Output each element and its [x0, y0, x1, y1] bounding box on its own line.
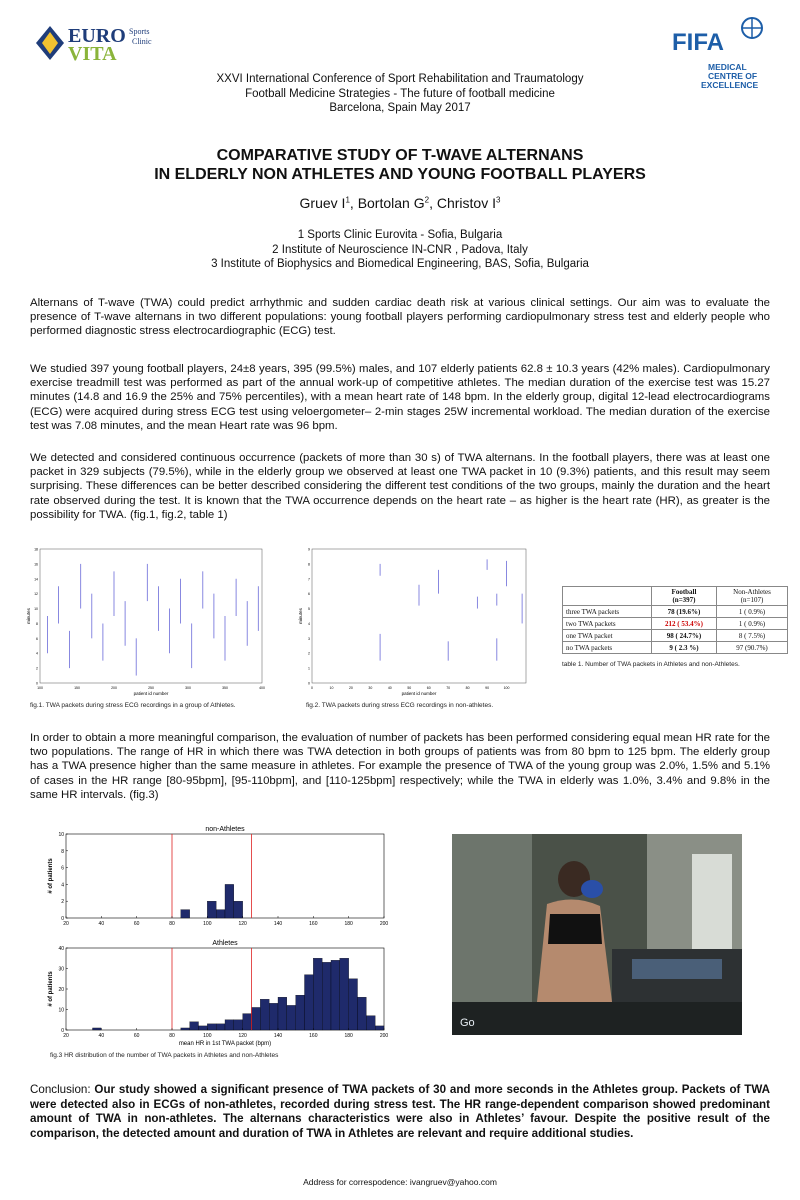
logo-clinic-text: Clinic [132, 37, 152, 46]
y-tick-label: 6 [36, 636, 38, 641]
x-tick-label: 80 [465, 686, 470, 690]
table-row: three TWA packets 78 (19.6%) 1 ( 0.9%) [563, 606, 788, 618]
conference-line-1: XXVI International Conference of Sport Rehabilitation and Traumatology [216, 73, 584, 85]
x-tick-label: 400 [259, 686, 265, 690]
y-tick-label: 1 [308, 666, 310, 671]
y-tick-label: 4 [61, 882, 64, 889]
logo-euro-text: EURO [68, 25, 126, 47]
affiliation-3: 3 Institute of Biophysics and Biomedical Engineering, BAS, Sofia, Bulgaria [211, 258, 589, 270]
fifa-globe-icon [742, 18, 762, 38]
x-axis-label: patient id number [133, 691, 169, 696]
x-tick-label: 100 [203, 921, 212, 927]
hist-bar [287, 1005, 296, 1030]
x-tick-label: 20 [63, 921, 69, 927]
y-tick-label: 8 [61, 848, 64, 855]
paragraph-intro: Alternans of T-wave (TWA) could predict arrhythmic and sudden cardiac death risk at various clinical settings. Our aim was to evaluate the presence of T-wave alternans in two different populations: young football players performing cardiopulmonary stress test and elderly people who performed diagnostic stress electrocardiographic (ECG) test. [30, 297, 770, 338]
stress-test-photo [452, 834, 742, 1035]
hist-bar [340, 958, 349, 1030]
y-axis-label: # of patients [48, 858, 54, 894]
table-row: no TWA packets 9 ( 2.3 %) 97 (90.7%) [563, 642, 788, 654]
table1 [562, 586, 788, 654]
y-tick-label: 14 [34, 577, 38, 582]
y-tick-label: 30 [58, 966, 64, 973]
table-header-row [563, 587, 788, 606]
fig2-caption: fig.2. TWA packets during stress ECG recordings in non-athletes. [306, 702, 494, 709]
x-tick-label: 160 [309, 1033, 318, 1039]
affiliations [0, 228, 800, 272]
fifa-sub3: EXCELLENCE [701, 80, 759, 90]
fig1-chart [28, 545, 268, 695]
author-2: Bortolan G [357, 195, 425, 211]
hist-bar [313, 958, 322, 1030]
hist-bar [225, 884, 234, 918]
y-tick-label: 4 [308, 621, 310, 626]
hist-bar [199, 1026, 208, 1030]
y-tick-label: 6 [61, 865, 64, 872]
x-tick-label: 70 [446, 686, 451, 690]
table-row: two TWA packets 212 ( 53.4%) 1 ( 0.9%) [563, 618, 788, 630]
x-tick-label: 160 [309, 921, 318, 927]
x-tick-label: 30 [368, 686, 373, 690]
x-axis-label: mean HR in 1st TWA packet (bpm) [178, 1041, 272, 1047]
affiliation-2: 2 Institute of Neuroscience IN-CNR , Padova, Italy [272, 243, 528, 256]
x-tick-label: 180 [344, 1033, 353, 1039]
y-tick-label: 2 [308, 651, 310, 656]
conference-line-2: Football Medicine Strategies - The future of football medicine [245, 87, 555, 100]
hist-bar [331, 960, 340, 1030]
fig1-caption: fig.1. TWA packets during stress ECG recordings in a group of Athletes. [30, 702, 236, 709]
eurovita-logo [28, 18, 168, 68]
conclusion-text: Our study showed a significant presence of TWA packets of 30 and more seconds in the Athletes group. Packets of TWA were detected also in ECGs of non-athletes, recorded during stress test. The HR range-dependent comparison showed predominant amount of TWA in non-athletes. The alternans characteristics were also in Athletes’ favour. Despite the positive result of the comparison, the detected amount and duration of TWA in Athletes are relevant and require additional studies. [30, 1083, 770, 1140]
hist-bar [366, 1016, 375, 1030]
x-tick-label: 90 [485, 686, 490, 690]
x-tick-label: 200 [379, 921, 389, 927]
conference-info [0, 72, 800, 116]
hist-bar [375, 1026, 384, 1030]
fig3-caption: fig.3 HR distribution of the number of TWA packets in Athletes and non-Athletes [50, 1052, 279, 1059]
x-tick-label: 180 [344, 921, 353, 927]
y-tick-label: 20 [58, 987, 64, 993]
hist-title: non-Athletes [205, 826, 245, 833]
title-line-1: COMPARATIVE STUDY OF T-WAVE ALTERNANS [216, 147, 584, 164]
hist-bar [216, 910, 225, 918]
x-tick-label: 300 [185, 686, 191, 690]
x-tick-label: 200 [111, 686, 117, 690]
x-tick-label: 80 [169, 1033, 175, 1039]
paragraph-comparison: In order to obtain a more meaningful comparison, the evaluation of number of packets has been performed considering equal mean HR rate for the two populations. The range of HR in which there was TWA detection in both groups of patients was from 80 bpm to 125 bpm. The elderly group has a TWA presence higher than the same measure in athletes. For example the presence of TWA of the young group was 2.0%, 1.5% and 5.1% of cases in the HR range [80-95bpm], [95-110bpm], and [110-125bpm] respectively; while the TWA in elderly was 1.0%, 3.4% and 9.8% in the same HR intervals. (fig.3) [30, 732, 770, 801]
hist-bar [216, 1024, 225, 1030]
header-non-athletes: Non-Athletes (n=107) [717, 587, 788, 606]
photo-overlay-text: Go [460, 1017, 475, 1029]
y-tick-label: 0 [36, 681, 38, 686]
logo-vita-text: VITA [68, 43, 117, 65]
correspondence-address: Address for correspodence: ivangruev@yahoo.com [303, 1177, 497, 1187]
y-tick-label: 2 [61, 899, 64, 906]
hist-bar [278, 997, 287, 1030]
hist-bar [349, 979, 358, 1030]
y-tick-label: 8 [308, 562, 310, 567]
x-tick-label: 60 [133, 921, 140, 927]
fifa-text: FIFA [672, 29, 724, 56]
x-tick-label: 60 [426, 686, 431, 690]
y-tick-label: 7 [308, 577, 310, 582]
y-axis-label: # of patients [48, 971, 54, 1007]
paragraph-methods: We studied 397 young football players, 24±8 years, 395 (99.5%) males, and 107 elderly patients 62.8 ± 10.3 years (42% males). Cardiopulmonary exercise treadmill test was performed as part of the annual work-up of competitive athletes. The median duration of the exercise test was 15.27 minutes (14.8 and 16.9 the 25% and 75% percentiles), with a mean heart rate of 148 bpm. In the elderly group, digital 12-lead electrocardiograms (ECG) were acquired during stress ECG test using veloergometer– 2-min stages 25W incremental workload. The median duration of the exercise test was 7.08 minutes, and the mean Heart rate was 96 bpm. [30, 363, 770, 432]
hist-bar [207, 901, 216, 918]
x-tick-label: 100 [37, 686, 43, 690]
hist-bar [181, 1028, 190, 1030]
hist-bar [296, 995, 305, 1030]
eurovita-emblem-icon [36, 26, 64, 60]
conference-line-3: Barcelona, Spain May 2017 [329, 102, 471, 114]
x-tick-label: 60 [133, 1033, 140, 1039]
x-tick-label: 20 [63, 1033, 69, 1039]
x-tick-label: 40 [98, 921, 105, 927]
hist-bar [181, 910, 190, 918]
conclusion-label: Conclusion: [30, 1083, 95, 1096]
x-tick-label: 120 [238, 921, 247, 927]
x-tick-label: 10 [329, 686, 334, 690]
hist-title: Athletes [212, 940, 238, 947]
author-1: Gruev I [299, 195, 346, 211]
author-list: Gruev $I^1$, Bortolan $G^2$, Christov $I^3$ [299, 195, 501, 211]
y-tick-label: 3 [308, 636, 310, 641]
x-tick-label: 150 [74, 686, 80, 690]
title-line-2: IN ELDERLY NON ATHLETES AND YOUNG FOOTBALL PLAYERS [154, 166, 646, 183]
x-tick-label: 350 [222, 686, 228, 690]
hist-bar [269, 1003, 278, 1030]
hist-bar [243, 1014, 252, 1030]
hist-bar [260, 999, 269, 1030]
x-tick-label: 80 [169, 921, 175, 927]
hist-bar [252, 1007, 261, 1030]
x-tick-label: 250 [148, 686, 154, 690]
author-2-sup: 2 [424, 195, 430, 205]
fifa-sub2: CENTRE OF [708, 71, 758, 81]
hist-bar [225, 1020, 234, 1030]
logo-sports-text: Sports [129, 27, 150, 36]
x-tick-label: 20 [348, 686, 353, 690]
y-tick-label: 10 [34, 607, 38, 612]
y-tick-label: 0 [61, 916, 64, 922]
y-tick-label: 18 [34, 547, 38, 552]
hist-bar [234, 1020, 243, 1030]
author-1-sup: 1 [345, 195, 350, 205]
conclusion [30, 1083, 770, 1141]
x-tick-label: 100 [203, 1033, 212, 1039]
hist-bar [234, 901, 243, 918]
hist-bar [190, 1022, 199, 1030]
x-tick-label: 100 [503, 686, 510, 690]
fig2-chart [298, 545, 533, 695]
hist-bar [207, 1024, 216, 1030]
x-axis-label: patient id number [401, 691, 437, 696]
hist-bar [322, 962, 331, 1030]
plot-frame [40, 549, 262, 683]
y-tick-label: 10 [58, 1007, 64, 1014]
x-tick-label: 0 [311, 686, 313, 690]
x-tick-label: 50 [407, 686, 412, 690]
paragraph-results: We detected and considered continuous occurrence (packets of more than 30 s) of TWA alternans. In the football players, there was at least one packet in 329 subjects (79.5%), while in the elderly group we observed at least one TWA packet in 10 (9.3%) patients, and this result may seem surprising. These differences can be better described considering the different test conditions of the two groups, mainly the duration and the heart rate observed during the test. It is known that the TWA occurrence depends on the heart rate – as higher is the heart rate (HR), as greater is the possibility for TWA. (fig.1, fig.2, table 1) [30, 452, 770, 521]
y-tick-label: 40 [58, 946, 64, 952]
x-tick-label: 40 [387, 686, 392, 690]
hist-bar [358, 997, 367, 1030]
y-tick-label: 0 [308, 681, 310, 686]
x-tick-label: 140 [273, 921, 283, 927]
fig3-chart [40, 820, 400, 1055]
y-tick-label: 9 [308, 547, 310, 552]
y-tick-label: 5 [308, 607, 310, 612]
author-3: Christov I [436, 195, 496, 211]
y-tick-label: 2 [36, 666, 38, 671]
table1-caption: table 1. Number of TWA packets in Athletes and non-Athletes. [562, 661, 740, 668]
author-3-sup: 3 [495, 195, 501, 205]
fifa-sub1: MEDICAL [708, 62, 747, 72]
y-tick-label: 12 [34, 592, 38, 597]
paper-title [0, 146, 800, 184]
affiliation-1: 1 Sports Clinic Eurovita - Sofia, Bulgaria [297, 229, 503, 241]
x-tick-label: 140 [273, 1033, 283, 1039]
y-axis-label: minutes [298, 608, 303, 624]
y-tick-label: 10 [58, 832, 64, 838]
y-tick-label: 0 [61, 1028, 64, 1034]
y-tick-label: 8 [36, 621, 38, 626]
header-football: Football (n=397) [652, 587, 717, 606]
y-axis-label: minutes [26, 608, 31, 624]
y-tick-label: 16 [34, 562, 38, 567]
x-tick-label: 40 [98, 1033, 105, 1039]
y-tick-label: 6 [308, 592, 310, 597]
table-row: one TWA packet 98 ( 24.7%) 8 ( 7.5%) [563, 630, 788, 642]
x-tick-label: 200 [379, 1033, 389, 1039]
hist-bar [93, 1028, 102, 1030]
y-tick-label: 4 [36, 651, 38, 656]
x-tick-label: 120 [238, 1033, 247, 1039]
plot-frame [312, 549, 526, 683]
hist-bar [305, 975, 314, 1030]
